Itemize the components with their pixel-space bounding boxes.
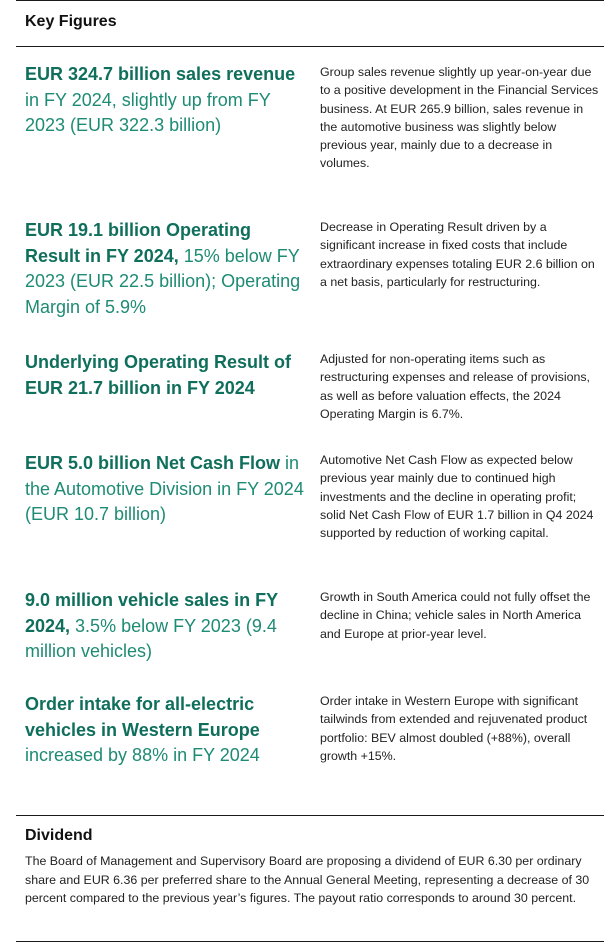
header-rule xyxy=(16,46,604,47)
dividend-title: Dividend xyxy=(25,827,93,844)
figure-5-headline-bold: 9.0 million vehicle sales in FY 2024, xyxy=(25,590,278,636)
page-title: Key Figures xyxy=(25,13,117,30)
figure-3-headline xyxy=(25,350,310,401)
figure-3-headline-bold: Underlying Operating Result of EUR 21.7 billion in FY 2024 xyxy=(25,352,292,398)
figure-6-description: Order intake in Western Europe with significant tailwinds from extended and rejuvenated product portfolio: BEV almost doubled (+88%), overall growth +15%. xyxy=(320,694,588,763)
figure-6-headline-bold: Order intake for all-electric vehicles in Western Europe xyxy=(25,694,260,740)
figure-1-headline-rest: in FY 2024, slightly up from FY 2023 (EUR 322.3 billion) xyxy=(25,89,271,135)
dividend-text: The Board of Management and Supervisory Board are proposing a dividend of EUR 6.30 per ordinary share and EUR 6.36 per preferred share to the Annual General Meeting, representing a decrease of 30 percent compared to the previous year’s figures. The payout ratio corresponds to around 30 percent. xyxy=(25,854,590,905)
bottom-rule xyxy=(16,941,604,942)
figure-2-headline-bold: EUR 19.1 billion Operating Result in FY 2024, xyxy=(25,220,252,266)
figure-2-headline-rest: 15% below FY 2023 (EUR 22.5 billion); Operating Margin of 5.9% xyxy=(25,245,301,317)
figure-2-description: Decrease in Operating Result driven by a significant increase in fixed costs that include extraordinary expenses totaling EUR 2.6 billion on a net basis, particularly for restructuring. xyxy=(320,220,595,289)
figure-4-headline-rest: in the Automotive Division in FY 2024 (EUR 10.7 billion) xyxy=(25,453,304,524)
figure-1-headline xyxy=(25,62,310,139)
figure-3-description: Adjusted for non-operating items such as restructuring expenses and release of provisions, as well as before valuation effects, the 2024 Operating Margin is 6.7%. xyxy=(320,352,590,421)
figure-5-headline xyxy=(25,588,310,665)
figure-1-description: Group sales revenue slightly up year-on-year due to a positive development in the Financial Services business. At EUR 265.9 billion, sales revenue in the automotive business was slightly below previous year, mainly due to a decrease in volumes. xyxy=(320,65,599,171)
figure-5-description: Growth in South America could not fully offset the decline in China; vehicle sales in North America and Europe at prior-year level. xyxy=(320,590,591,641)
figure-1-headline-bold: EUR 324.7 billion sales revenue xyxy=(25,64,296,84)
figure-5-headline-rest: 3.5% below FY 2023 (9.4 million vehicles) xyxy=(25,615,277,661)
figure-2-headline xyxy=(25,218,310,320)
figure-4-headline-bold: EUR 5.0 billion Net Cash Flow xyxy=(25,453,281,473)
dividend-rule xyxy=(16,815,604,816)
figure-6-headline-rest: increased by 88% in FY 2024 xyxy=(25,745,260,765)
top-rule xyxy=(16,0,604,1)
figure-4-description: Automotive Net Cash Flow as expected below previous year mainly due to continued high investments and the decline in operating profit; solid Net Cash Flow of EUR 1.7 billion in Q4 2024 supported by reduction of working capital. xyxy=(320,453,594,541)
figure-6-headline xyxy=(25,692,310,769)
figure-4-headline xyxy=(25,451,310,528)
